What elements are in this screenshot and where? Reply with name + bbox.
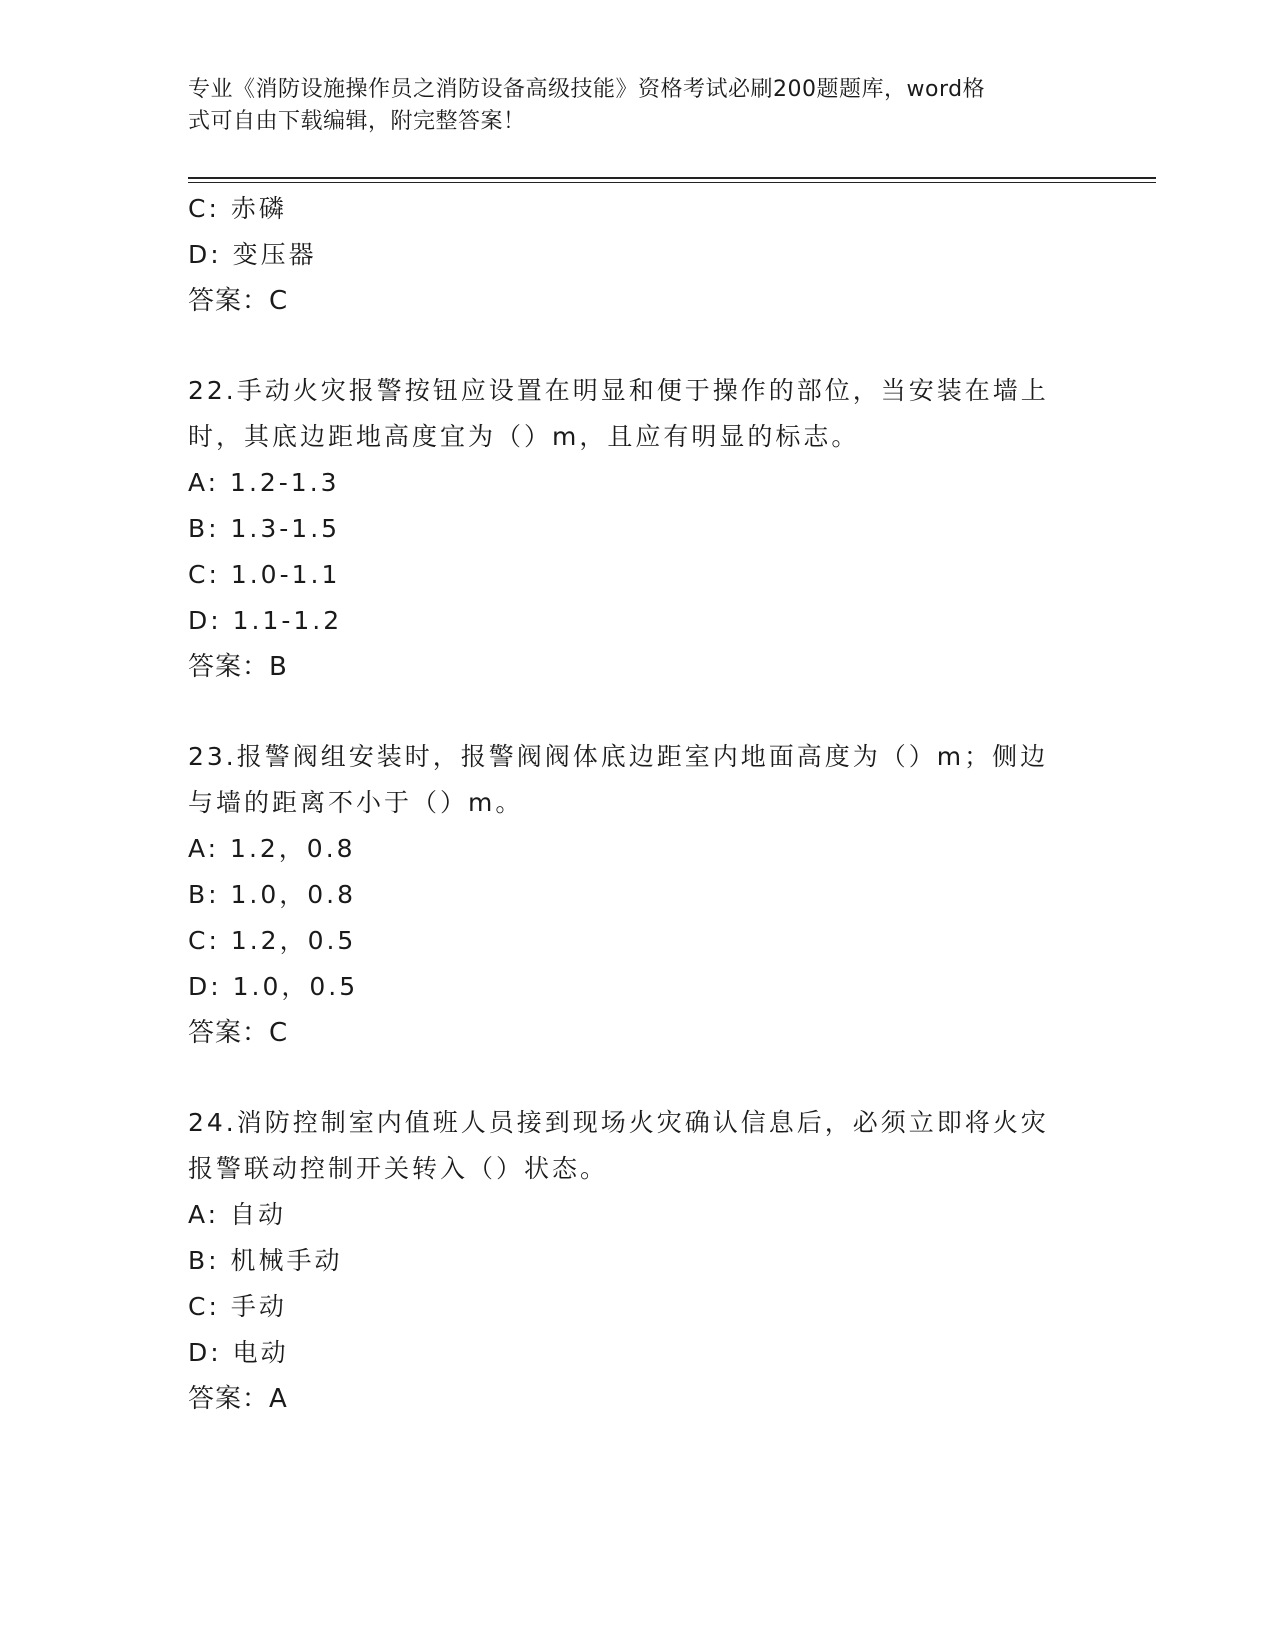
answer-line: 答案：A — [188, 1384, 288, 1414]
document-header — [188, 74, 1088, 138]
question-text-line-2: 报警联动控制开关转入（）状态。 — [188, 1154, 609, 1183]
option-c: C: 赤磷 — [188, 194, 287, 223]
option-a: A: 自动 — [188, 1200, 287, 1229]
option-c: C: 1.0-1.1 — [188, 560, 341, 589]
question-text-line-2: 时，其底边距地高度宜为（）m，且应有明显的标志。 — [188, 422, 860, 451]
question-text-line-1: 24.消防控制室内值班人员接到现场火灾确认信息后，必须立即将火灾 — [188, 1108, 1049, 1137]
option-b: B: 1.3-1.5 — [188, 514, 341, 543]
option-d: D: 变压器 — [188, 240, 317, 269]
option-a: A: 1.2，0.8 — [188, 834, 356, 863]
answer-line: 答案：B — [188, 652, 288, 682]
header-divider-thin — [188, 182, 1156, 183]
question-content — [188, 186, 1088, 1422]
question-text — [188, 368, 1088, 460]
option-c: C: 1.2，0.5 — [188, 926, 357, 955]
header-divider-thick — [188, 177, 1156, 179]
question-text — [188, 734, 1088, 826]
question-text-line-2: 与墙的距离不小于（）m。 — [188, 788, 524, 817]
question-text — [188, 1100, 1088, 1192]
question-text-line-1: 23.报警阀组安装时，报警阀阀体底边距室内地面高度为（）m；侧边 — [188, 742, 1049, 771]
answer-line: 答案：C — [188, 286, 289, 316]
option-b: B: 机械手动 — [188, 1246, 343, 1275]
question-text-line-1: 22.手动火灾报警按钮应设置在明显和便于操作的部位，当安装在墙上 — [188, 376, 1049, 405]
option-b: B: 1.0，0.8 — [188, 880, 357, 909]
option-c: C: 手动 — [188, 1292, 287, 1321]
option-a: A: 1.2-1.3 — [188, 468, 340, 497]
answer-line: 答案：C — [188, 1018, 289, 1048]
header-line-1: 专业《消防设施操作员之消防设备高级技能》资格考试必刷200题题库，word格 — [188, 77, 986, 102]
option-d: D: 1.1-1.2 — [188, 606, 343, 635]
question-24 — [188, 1100, 1088, 1422]
question-21-tail — [188, 186, 1088, 324]
header-line-2: 式可自由下载编辑，附完整答案！ — [188, 109, 526, 134]
question-23 — [188, 734, 1088, 1056]
option-d: D: 电动 — [188, 1338, 289, 1367]
question-22 — [188, 368, 1088, 690]
option-d: D: 1.0，0.5 — [188, 972, 359, 1001]
